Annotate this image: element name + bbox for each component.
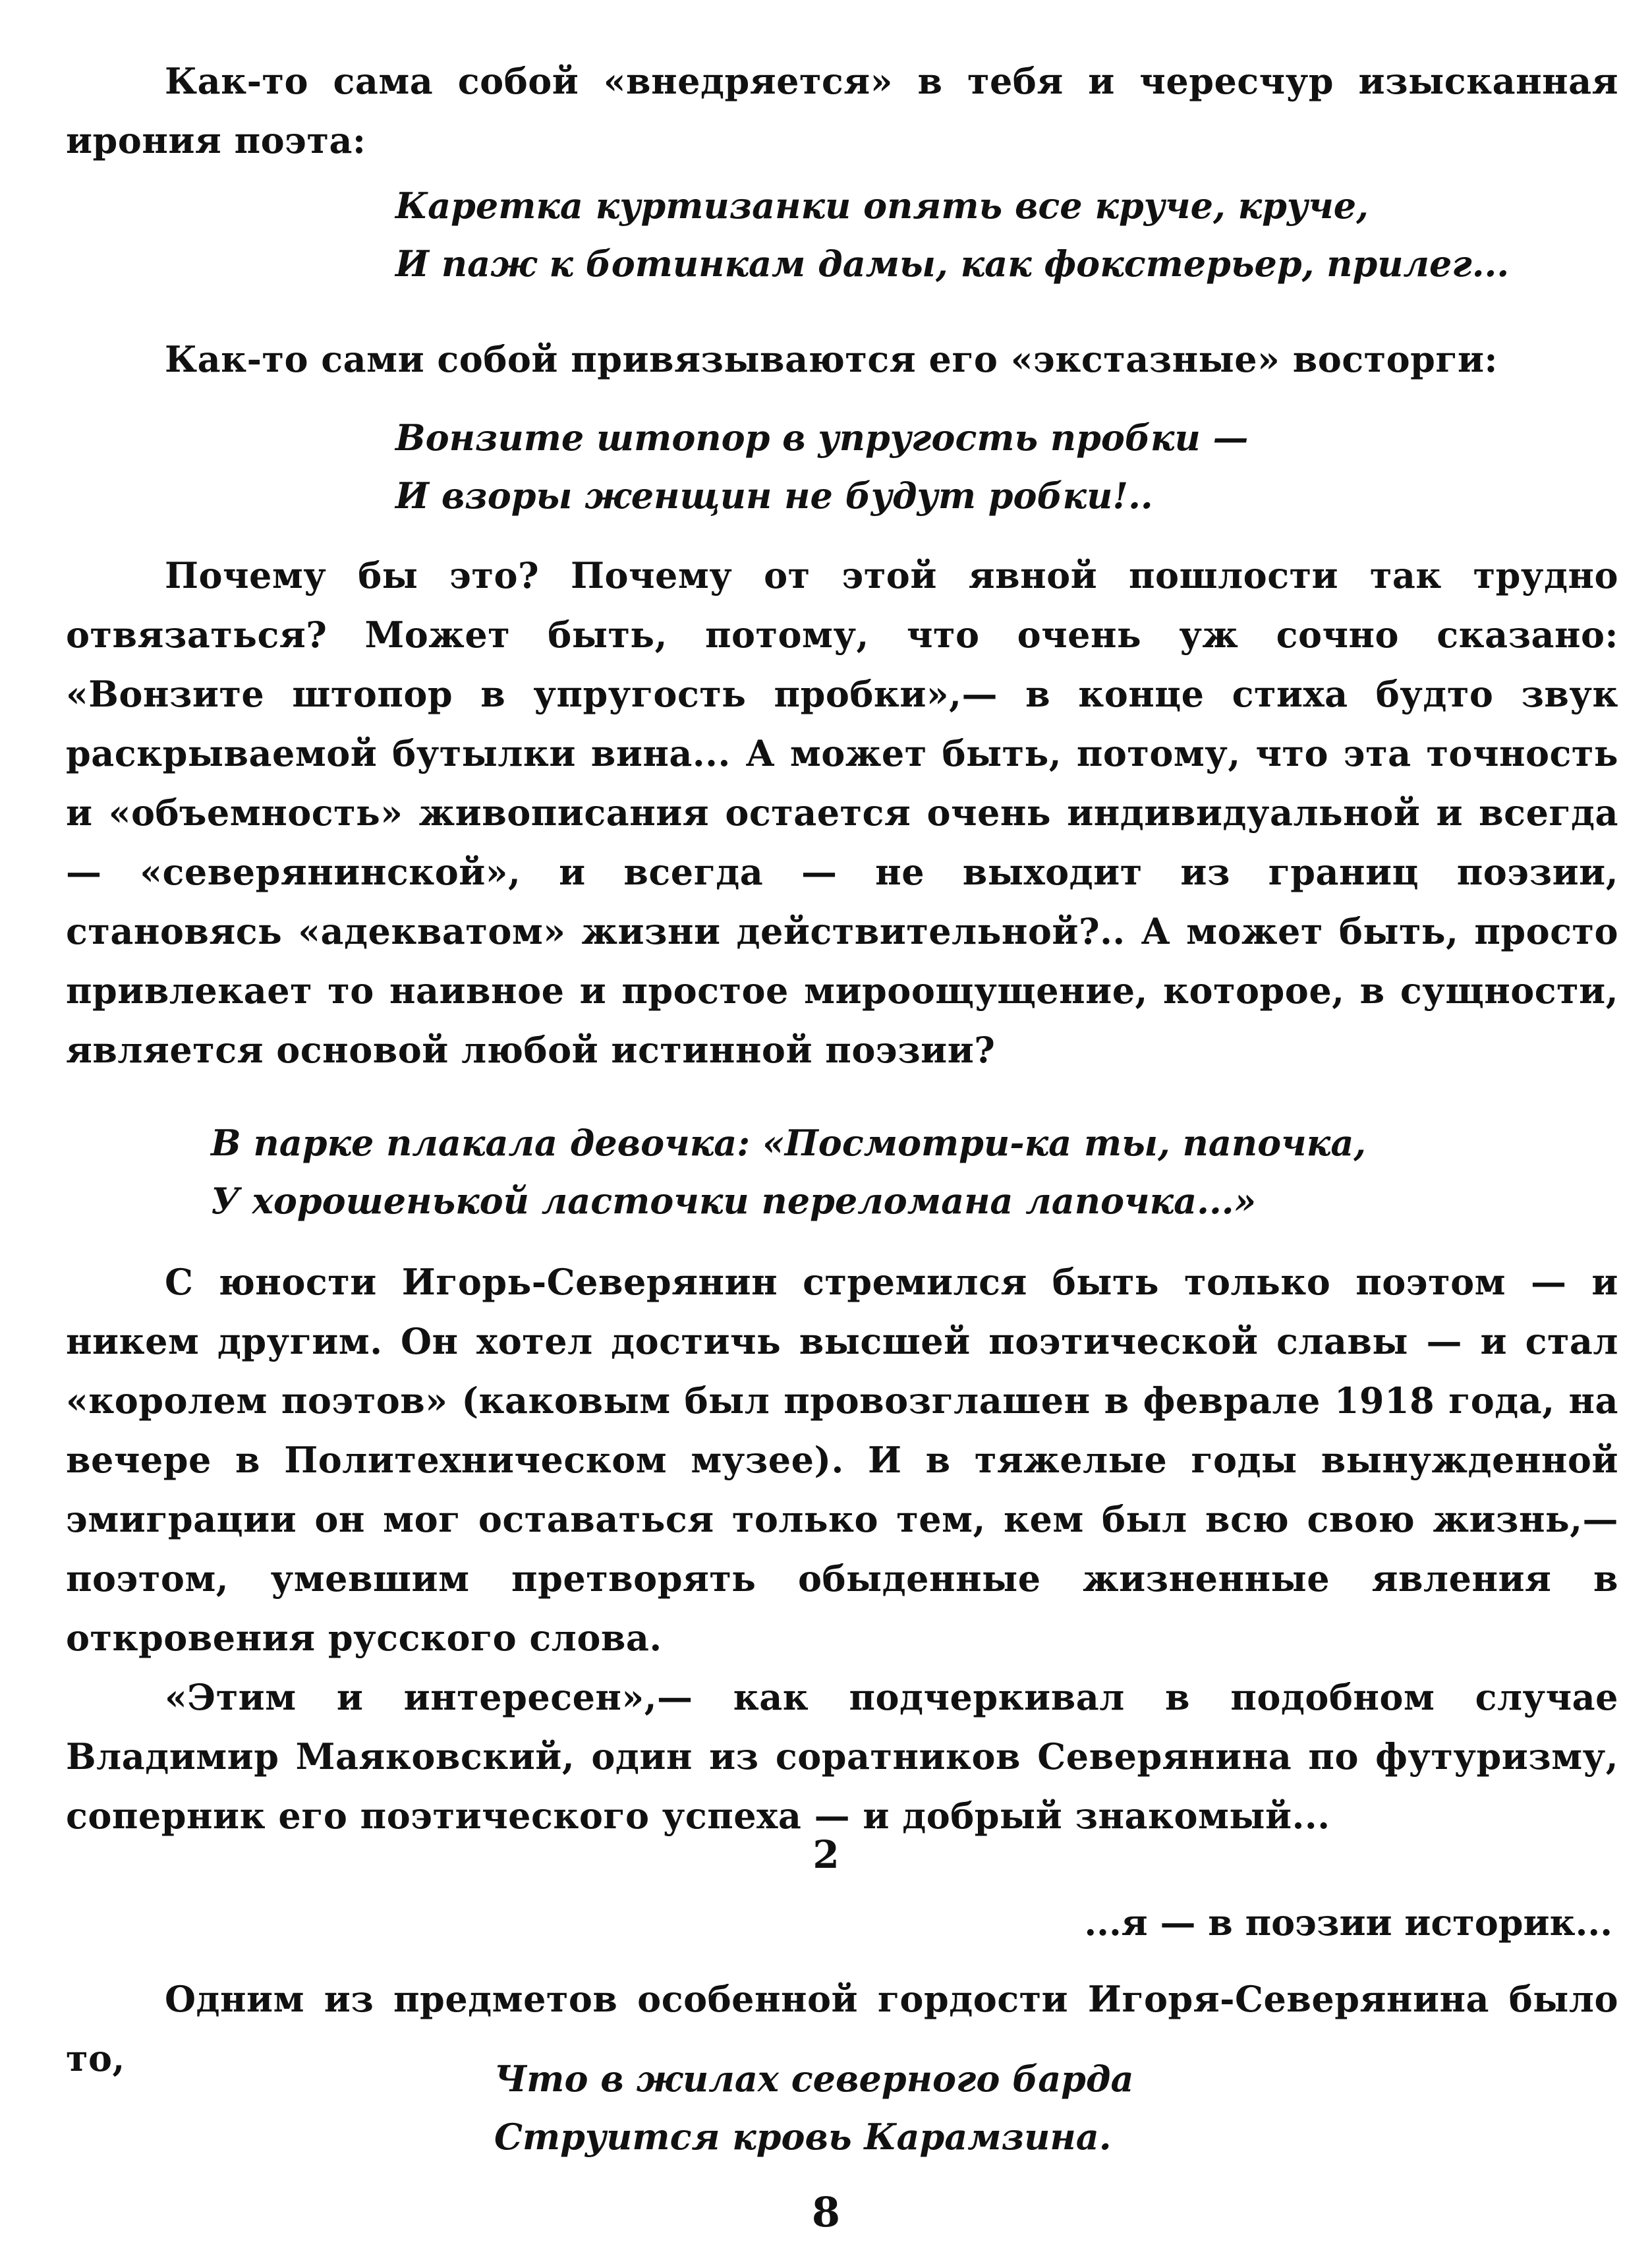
body-text-2: С юности Игорь-Северянин стремился быть только поэтом — и никем другим. Он хотел достичь высшей поэтической славы — и стал «королем поэтов» (каковым был провозглашен в феврале 1918 года, на вечере в Политехническом музее). И в тяжелые годы вынужденной эмиграции он мог оставаться только тем, кем был всю свою жизнь,— поэтом, умевшим претворять обыденные жизненные явления в откровения русского слова. [66, 1261, 1618, 1659]
verse-quote-1 [395, 177, 1509, 293]
verse-line: Струится кровь Карамзина. [494, 2116, 1112, 2158]
epigraph: ...я — в поэзии историк... [1084, 1901, 1612, 1944]
verse-quote-2 [395, 409, 1249, 525]
body-paragraph-2 [66, 1252, 1618, 1845]
body-text-3: «Этим и интересен»,— как подчеркивал в подобном случае Владимир Маяковский, один из соратников Северянина по футуризму, соперник его поэтического успеха — и добрый знакомый... [66, 1676, 1618, 1837]
body-paragraph-1 [66, 546, 1618, 1080]
verse-line: Вонзите штопор в упругость пробки — [395, 417, 1249, 459]
verse-line: И паж к ботинкам дамы, как фокстерьер, прилег... [395, 243, 1510, 285]
verse-line: У хорошенькой ласточки переломана лапочка...» [211, 1180, 1257, 1222]
section-number: 2 [812, 1832, 840, 1877]
intro-paragraph-2 [66, 330, 1618, 389]
intro-text-2: Как-то сами собой привязываются его «экстазные» восторги: [165, 338, 1498, 380]
verse-quote-3 [211, 1114, 1366, 1230]
verse-line: Что в жилах северного барда [494, 2058, 1134, 2100]
verse-line: Каретка куртизанки опять все круче, круче, [395, 185, 1369, 227]
body-text-1: Почему бы это? Почему от этой явной пошлости так трудно отвязаться? Может быть, потому, что очень уж сочно сказано: «Вонзите штопор в упругость пробки»,— в конце стиха будто звук раскрываемой бутылки вина... А может быть, потому, что эта точность и «объемность» живописания остается очень индивидуальной и всегда — «северянинской», и всегда — не выходит из границ поэзии, становясь «адекватом» жизни действительной?.. А может быть, просто привлекает то наивное и простое мироощущение, которое, в сущности, является основой любой истинной поэзии? [66, 554, 1618, 1071]
verse-line: И взоры женщин не будут робки!.. [395, 475, 1153, 517]
intro-text-1: Как-то сама собой «внедряется» в тебя и чересчур изысканная ирония поэта: [66, 60, 1618, 161]
verse-quote-4 [494, 2050, 1133, 2166]
body-text-4: Одним из предметов особенной гордости Игоря-Северянина было то, [66, 1978, 1618, 2079]
intro-paragraph-1 [66, 51, 1618, 170]
verse-line: В парке плакала девочка: «Посмотри-ка ты, папочка, [211, 1122, 1367, 1164]
page-number: 8 [811, 2188, 841, 2236]
